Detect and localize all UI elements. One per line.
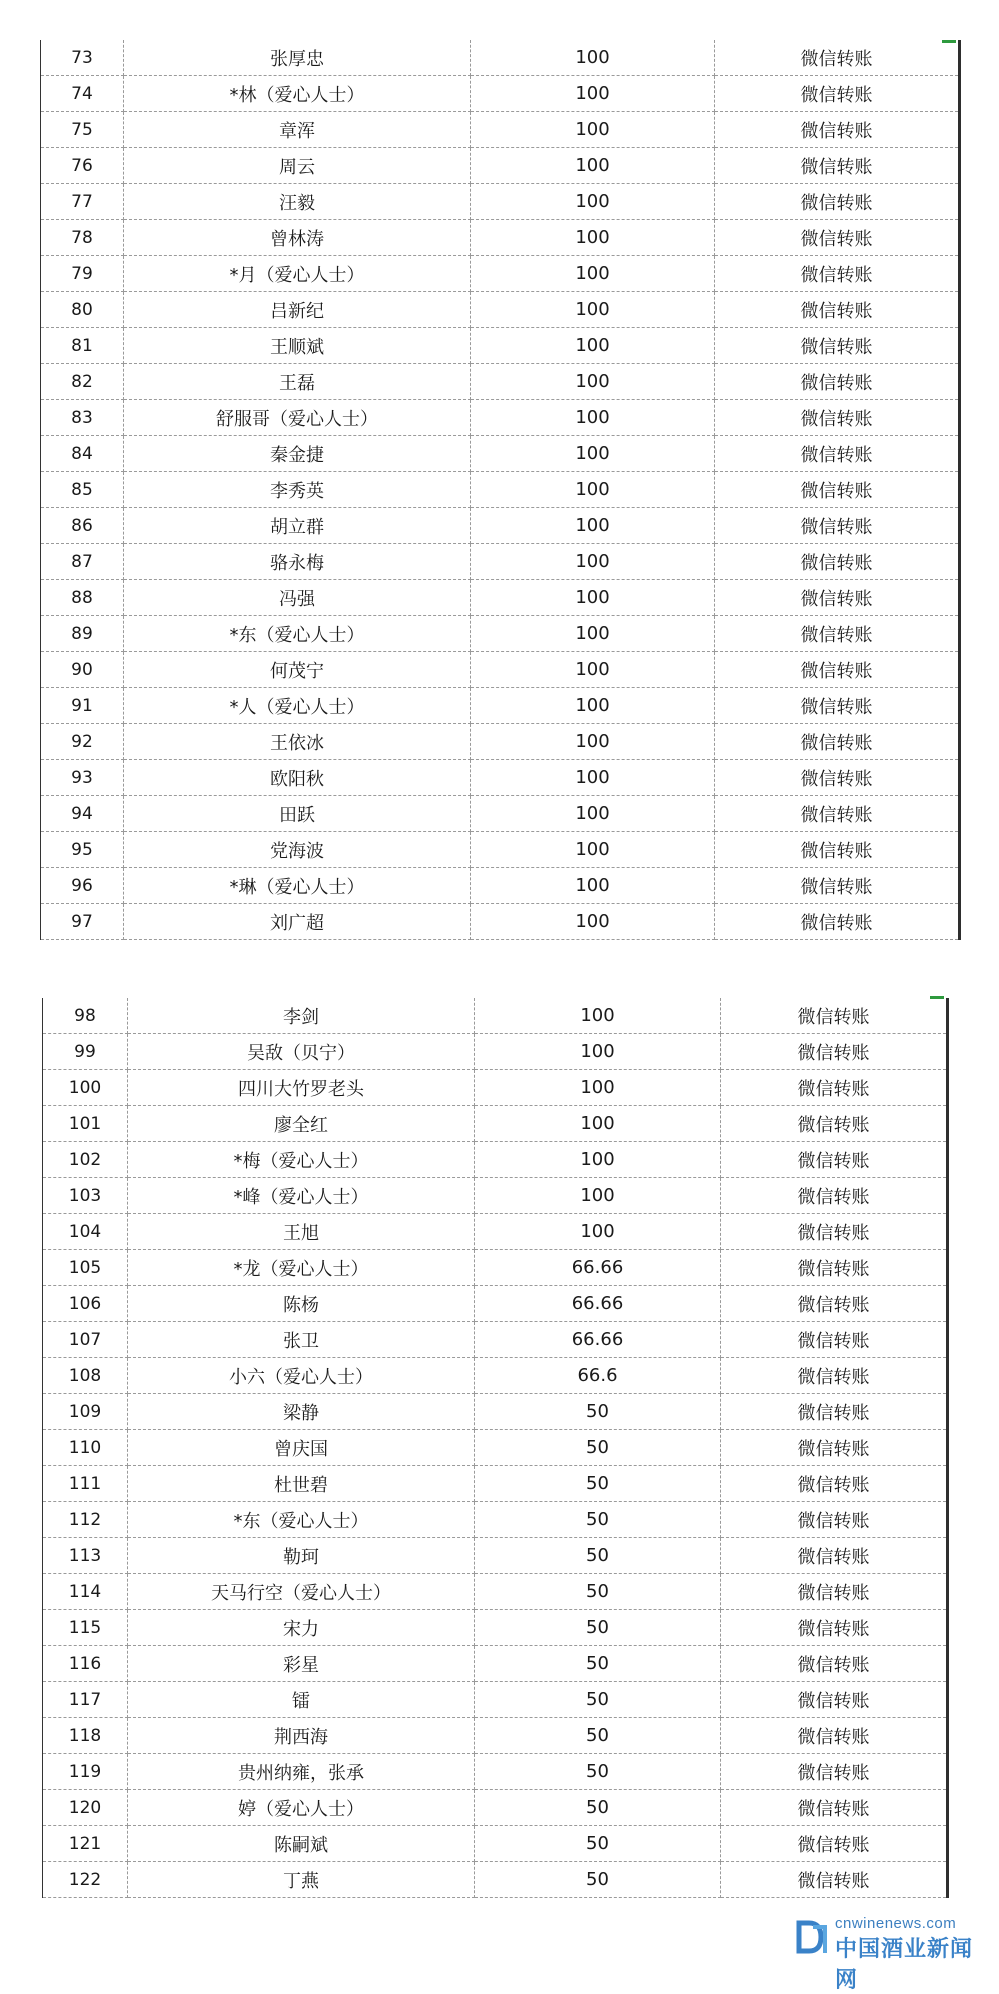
- amount-cell[interactable]: 100: [471, 508, 715, 544]
- payment-method-cell[interactable]: 微信转账: [721, 1610, 948, 1646]
- table-row[interactable]: [43, 1862, 948, 1898]
- amount-cell[interactable]: 50: [475, 1430, 721, 1466]
- amount-cell[interactable]: 100: [475, 998, 721, 1034]
- row-number-cell[interactable]: 80: [41, 292, 124, 328]
- watermark-site-name: 中国酒业新闻网: [835, 1937, 974, 1993]
- payment-method-cell[interactable]: 微信转账: [715, 724, 960, 760]
- donor-name-cell[interactable]: 王磊: [124, 364, 471, 400]
- donor-name-cell[interactable]: 章浑: [124, 112, 471, 148]
- donor-name-cell[interactable]: 陈杨: [128, 1286, 475, 1322]
- payment-method-cell[interactable]: 微信转账: [715, 508, 960, 544]
- amount-cell[interactable]: 50: [475, 1646, 721, 1682]
- donor-name-cell[interactable]: 勒珂: [128, 1538, 475, 1574]
- donor-name-cell[interactable]: 欧阳秋: [124, 760, 471, 796]
- table-row[interactable]: [43, 1682, 948, 1718]
- payment-method-cell[interactable]: 微信转账: [715, 184, 960, 220]
- amount-cell[interactable]: 100: [475, 1034, 721, 1070]
- donation-table-bottom-body: [43, 998, 948, 1898]
- donor-name-cell[interactable]: 何茂宁: [124, 652, 471, 688]
- row-number-cell[interactable]: 115: [43, 1610, 128, 1646]
- row-number-cell[interactable]: 99: [43, 1034, 128, 1070]
- row-number-cell[interactable]: 120: [43, 1790, 128, 1826]
- row-number-cell[interactable]: 107: [43, 1322, 128, 1358]
- amount-cell[interactable]: 100: [475, 1142, 721, 1178]
- amount-cell[interactable]: 100: [471, 328, 715, 364]
- table-row[interactable]: [41, 220, 960, 256]
- amount-cell[interactable]: 100: [471, 184, 715, 220]
- table-row[interactable]: [41, 292, 960, 328]
- payment-method-cell[interactable]: 微信转账: [721, 1214, 948, 1250]
- table-row[interactable]: [43, 998, 948, 1034]
- row-number-cell[interactable]: 75: [41, 112, 124, 148]
- amount-cell[interactable]: 100: [471, 220, 715, 256]
- amount-cell[interactable]: 100: [471, 724, 715, 760]
- donor-name-cell[interactable]: 王依冰: [124, 724, 471, 760]
- payment-method-cell[interactable]: 微信转账: [721, 1250, 948, 1286]
- donor-name-cell[interactable]: 杜世碧: [128, 1466, 475, 1502]
- table-row[interactable]: [41, 184, 960, 220]
- donation-table-bottom: [42, 998, 949, 1898]
- donor-name-cell[interactable]: 陈嗣斌: [128, 1826, 475, 1862]
- table-row[interactable]: [41, 148, 960, 184]
- row-number-cell[interactable]: 114: [43, 1574, 128, 1610]
- payment-method-cell[interactable]: 微信转账: [715, 760, 960, 796]
- row-number-cell[interactable]: 106: [43, 1286, 128, 1322]
- payment-method-cell[interactable]: 微信转账: [721, 1286, 948, 1322]
- table-row[interactable]: [43, 1250, 948, 1286]
- table-row[interactable]: [41, 868, 960, 904]
- table-row[interactable]: [41, 580, 960, 616]
- watermark: [795, 1915, 995, 1993]
- donor-name-cell[interactable]: 周云: [124, 148, 471, 184]
- payment-method-cell[interactable]: 微信转账: [721, 1826, 948, 1862]
- amount-cell[interactable]: 100: [471, 796, 715, 832]
- amount-cell[interactable]: 50: [475, 1394, 721, 1430]
- row-number-cell[interactable]: 90: [41, 652, 124, 688]
- amount-cell[interactable]: 66.66: [475, 1322, 721, 1358]
- donor-name-cell[interactable]: 汪毅: [124, 184, 471, 220]
- payment-method-cell[interactable]: 微信转账: [715, 904, 960, 940]
- table-row[interactable]: [41, 904, 960, 940]
- row-number-cell[interactable]: 109: [43, 1394, 128, 1430]
- row-number-cell[interactable]: 79: [41, 256, 124, 292]
- amount-cell[interactable]: 50: [475, 1502, 721, 1538]
- donor-name-cell[interactable]: 梁静: [128, 1394, 475, 1430]
- donor-name-cell[interactable]: 舒服哥（爱心人士）: [124, 400, 471, 436]
- donor-name-cell[interactable]: *梅（爱心人士）: [128, 1142, 475, 1178]
- table-row[interactable]: [43, 1646, 948, 1682]
- amount-cell[interactable]: 100: [471, 832, 715, 868]
- row-number-cell[interactable]: 102: [43, 1142, 128, 1178]
- row-number-cell[interactable]: 77: [41, 184, 124, 220]
- donor-name-cell[interactable]: 曾庆国: [128, 1430, 475, 1466]
- table-row[interactable]: [43, 1142, 948, 1178]
- row-number-cell[interactable]: 100: [43, 1070, 128, 1106]
- payment-method-cell[interactable]: 微信转账: [721, 1646, 948, 1682]
- amount-cell[interactable]: 50: [475, 1718, 721, 1754]
- donor-name-cell[interactable]: *月（爱心人士）: [124, 256, 471, 292]
- payment-method-cell[interactable]: 微信转账: [721, 1394, 948, 1430]
- donor-name-cell[interactable]: 彩星: [128, 1646, 475, 1682]
- payment-method-cell[interactable]: 微信转账: [715, 436, 960, 472]
- amount-cell[interactable]: 100: [471, 436, 715, 472]
- table-row[interactable]: [41, 796, 960, 832]
- payment-method-cell[interactable]: 微信转账: [715, 544, 960, 580]
- row-number-cell[interactable]: 88: [41, 580, 124, 616]
- table-row[interactable]: [43, 1538, 948, 1574]
- row-number-cell[interactable]: 83: [41, 400, 124, 436]
- row-number-cell[interactable]: 105: [43, 1250, 128, 1286]
- table-row[interactable]: [41, 688, 960, 724]
- payment-method-cell[interactable]: 微信转账: [721, 1754, 948, 1790]
- amount-cell[interactable]: 100: [471, 904, 715, 940]
- payment-method-cell[interactable]: 微信转账: [715, 256, 960, 292]
- table-row[interactable]: [43, 1286, 948, 1322]
- amount-cell[interactable]: 100: [471, 580, 715, 616]
- table-row[interactable]: [41, 724, 960, 760]
- amount-cell[interactable]: 100: [471, 148, 715, 184]
- payment-method-cell[interactable]: 微信转账: [721, 1106, 948, 1142]
- row-number-cell[interactable]: 112: [43, 1502, 128, 1538]
- amount-cell[interactable]: 100: [471, 76, 715, 112]
- amount-cell[interactable]: 50: [475, 1610, 721, 1646]
- donor-name-cell[interactable]: 秦金捷: [124, 436, 471, 472]
- table-row[interactable]: [41, 328, 960, 364]
- donor-name-cell[interactable]: *琳（爱心人士）: [124, 868, 471, 904]
- payment-method-cell[interactable]: 微信转账: [721, 998, 948, 1034]
- payment-method-cell[interactable]: 微信转账: [715, 652, 960, 688]
- table-row[interactable]: [43, 1754, 948, 1790]
- donor-name-cell[interactable]: 冯强: [124, 580, 471, 616]
- payment-method-cell[interactable]: 微信转账: [721, 1322, 948, 1358]
- donor-name-cell[interactable]: 廖全红: [128, 1106, 475, 1142]
- row-number-cell[interactable]: 84: [41, 436, 124, 472]
- table-row[interactable]: [41, 436, 960, 472]
- table-row[interactable]: [43, 1574, 948, 1610]
- row-number-cell[interactable]: 91: [41, 688, 124, 724]
- donor-name-cell[interactable]: 吕新纪: [124, 292, 471, 328]
- amount-cell[interactable]: 100: [475, 1178, 721, 1214]
- row-number-cell[interactable]: 73: [41, 40, 124, 76]
- donor-name-cell[interactable]: *龙（爱心人士）: [128, 1250, 475, 1286]
- payment-method-cell[interactable]: 微信转账: [715, 292, 960, 328]
- row-number-cell[interactable]: 93: [41, 760, 124, 796]
- row-number-cell[interactable]: 81: [41, 328, 124, 364]
- table-row[interactable]: [43, 1322, 948, 1358]
- table-row[interactable]: [41, 544, 960, 580]
- payment-method-cell[interactable]: 微信转账: [715, 616, 960, 652]
- table-row[interactable]: [43, 1034, 948, 1070]
- row-number-cell[interactable]: 95: [41, 832, 124, 868]
- donor-name-cell[interactable]: 党海波: [124, 832, 471, 868]
- amount-cell[interactable]: 100: [475, 1106, 721, 1142]
- payment-method-cell[interactable]: 微信转账: [715, 220, 960, 256]
- payment-method-cell[interactable]: 微信转账: [715, 400, 960, 436]
- donor-name-cell[interactable]: 骆永梅: [124, 544, 471, 580]
- donor-name-cell[interactable]: 丁燕: [128, 1862, 475, 1898]
- amount-cell[interactable]: 66.66: [475, 1250, 721, 1286]
- payment-method-cell[interactable]: 微信转账: [715, 40, 960, 76]
- donor-name-cell[interactable]: 宋力: [128, 1610, 475, 1646]
- amount-cell[interactable]: 50: [475, 1538, 721, 1574]
- row-number-cell[interactable]: 108: [43, 1358, 128, 1394]
- selection-handle-bottom[interactable]: [930, 996, 944, 999]
- table-row[interactable]: [43, 1394, 948, 1430]
- row-number-cell[interactable]: 103: [43, 1178, 128, 1214]
- donor-name-cell[interactable]: 荆西海: [128, 1718, 475, 1754]
- payment-method-cell[interactable]: 微信转账: [721, 1142, 948, 1178]
- row-number-cell[interactable]: 121: [43, 1826, 128, 1862]
- table-row[interactable]: [43, 1430, 948, 1466]
- row-number-cell[interactable]: 89: [41, 616, 124, 652]
- donor-name-cell[interactable]: 四川大竹罗老头: [128, 1070, 475, 1106]
- payment-method-cell[interactable]: 微信转账: [715, 472, 960, 508]
- donor-name-cell[interactable]: 婷（爱心人士）: [128, 1790, 475, 1826]
- payment-method-cell[interactable]: 微信转账: [721, 1358, 948, 1394]
- table-row[interactable]: [41, 760, 960, 796]
- table-row[interactable]: [41, 616, 960, 652]
- amount-cell[interactable]: 100: [471, 292, 715, 328]
- payment-method-cell[interactable]: 微信转账: [721, 1790, 948, 1826]
- table-row[interactable]: [43, 1610, 948, 1646]
- payment-method-cell[interactable]: 微信转账: [715, 76, 960, 112]
- amount-cell[interactable]: 100: [471, 544, 715, 580]
- payment-method-cell[interactable]: 微信转账: [721, 1574, 948, 1610]
- table-row[interactable]: [43, 1790, 948, 1826]
- table-row[interactable]: [41, 652, 960, 688]
- amount-cell[interactable]: 100: [471, 688, 715, 724]
- donor-name-cell[interactable]: 王顺斌: [124, 328, 471, 364]
- donor-name-cell[interactable]: *人（爱心人士）: [124, 688, 471, 724]
- amount-cell[interactable]: 66.66: [475, 1286, 721, 1322]
- amount-cell[interactable]: 100: [471, 472, 715, 508]
- table-row[interactable]: [41, 256, 960, 292]
- amount-cell[interactable]: 100: [471, 256, 715, 292]
- payment-method-cell[interactable]: 微信转账: [715, 832, 960, 868]
- donation-table-top-body: [41, 40, 960, 940]
- donor-name-cell[interactable]: 李剑: [128, 998, 475, 1034]
- row-number-cell[interactable]: 86: [41, 508, 124, 544]
- table-row[interactable]: [41, 400, 960, 436]
- table-row[interactable]: [43, 1502, 948, 1538]
- row-number-cell[interactable]: 113: [43, 1538, 128, 1574]
- payment-method-cell[interactable]: 微信转账: [715, 796, 960, 832]
- amount-cell[interactable]: 50: [475, 1862, 721, 1898]
- amount-cell[interactable]: 100: [471, 112, 715, 148]
- row-number-cell[interactable]: 118: [43, 1718, 128, 1754]
- row-number-cell[interactable]: 116: [43, 1646, 128, 1682]
- payment-method-cell[interactable]: 微信转账: [715, 328, 960, 364]
- row-number-cell[interactable]: 110: [43, 1430, 128, 1466]
- row-number-cell[interactable]: 76: [41, 148, 124, 184]
- donor-name-cell[interactable]: 张卫: [128, 1322, 475, 1358]
- donor-name-cell[interactable]: 胡立群: [124, 508, 471, 544]
- table-row[interactable]: [43, 1070, 948, 1106]
- amount-cell[interactable]: 100: [471, 40, 715, 76]
- amount-cell[interactable]: 66.6: [475, 1358, 721, 1394]
- payment-method-cell[interactable]: 微信转账: [715, 580, 960, 616]
- row-number-cell[interactable]: 98: [43, 998, 128, 1034]
- amount-cell[interactable]: 100: [471, 400, 715, 436]
- table-row[interactable]: [41, 40, 960, 76]
- table-row[interactable]: [41, 472, 960, 508]
- amount-cell[interactable]: 50: [475, 1754, 721, 1790]
- payment-method-cell[interactable]: 微信转账: [721, 1430, 948, 1466]
- payment-method-cell[interactable]: 微信转账: [715, 148, 960, 184]
- donation-table-top: [40, 40, 961, 940]
- amount-cell[interactable]: 100: [475, 1214, 721, 1250]
- row-number-cell[interactable]: 122: [43, 1862, 128, 1898]
- table-row[interactable]: [41, 76, 960, 112]
- amount-cell[interactable]: 100: [471, 652, 715, 688]
- table-row[interactable]: [41, 832, 960, 868]
- payment-method-cell[interactable]: 微信转账: [721, 1718, 948, 1754]
- row-number-cell[interactable]: 92: [41, 724, 124, 760]
- row-number-cell[interactable]: 74: [41, 76, 124, 112]
- table-row[interactable]: [43, 1106, 948, 1142]
- row-number-cell[interactable]: 117: [43, 1682, 128, 1718]
- payment-method-cell[interactable]: 微信转账: [721, 1502, 948, 1538]
- donor-name-cell[interactable]: *林（爱心人士）: [124, 76, 471, 112]
- payment-method-cell[interactable]: 微信转账: [721, 1070, 948, 1106]
- donor-name-cell[interactable]: 王旭: [128, 1214, 475, 1250]
- donor-name-cell[interactable]: 田跃: [124, 796, 471, 832]
- row-number-cell[interactable]: 78: [41, 220, 124, 256]
- row-number-cell[interactable]: 87: [41, 544, 124, 580]
- table-row[interactable]: [43, 1358, 948, 1394]
- donor-name-cell[interactable]: 刘广超: [124, 904, 471, 940]
- payment-method-cell[interactable]: 微信转账: [721, 1538, 948, 1574]
- row-number-cell[interactable]: 111: [43, 1466, 128, 1502]
- donor-name-cell[interactable]: 小六（爱心人士）: [128, 1358, 475, 1394]
- amount-cell[interactable]: 50: [475, 1574, 721, 1610]
- donor-name-cell[interactable]: 张厚忠: [124, 40, 471, 76]
- payment-method-cell[interactable]: 微信转账: [715, 364, 960, 400]
- amount-cell[interactable]: 50: [475, 1682, 721, 1718]
- cnwinenews-logo-icon: [795, 1917, 829, 1955]
- donor-name-cell[interactable]: 曾林涛: [124, 220, 471, 256]
- row-number-cell[interactable]: 101: [43, 1106, 128, 1142]
- selection-handle-top[interactable]: [942, 40, 956, 43]
- donor-name-cell[interactable]: 李秀英: [124, 472, 471, 508]
- donor-name-cell[interactable]: 吴敌（贝宁）: [128, 1034, 475, 1070]
- row-number-cell[interactable]: 94: [41, 796, 124, 832]
- payment-method-cell[interactable]: 微信转账: [715, 688, 960, 724]
- payment-method-cell[interactable]: 微信转账: [721, 1034, 948, 1070]
- row-number-cell[interactable]: 97: [41, 904, 124, 940]
- amount-cell[interactable]: 100: [471, 616, 715, 652]
- row-number-cell[interactable]: 119: [43, 1754, 128, 1790]
- amount-cell[interactable]: 50: [475, 1826, 721, 1862]
- row-number-cell[interactable]: 96: [41, 868, 124, 904]
- table-row[interactable]: [43, 1214, 948, 1250]
- amount-cell[interactable]: 100: [471, 760, 715, 796]
- amount-cell[interactable]: 50: [475, 1790, 721, 1826]
- amount-cell[interactable]: 50: [475, 1466, 721, 1502]
- table-row[interactable]: [41, 112, 960, 148]
- donor-name-cell[interactable]: *东（爱心人士）: [124, 616, 471, 652]
- table-row[interactable]: [43, 1178, 948, 1214]
- amount-cell[interactable]: 100: [471, 364, 715, 400]
- table-row[interactable]: [41, 508, 960, 544]
- payment-method-cell[interactable]: 微信转账: [721, 1178, 948, 1214]
- donor-name-cell[interactable]: *峰（爱心人士）: [128, 1178, 475, 1214]
- donor-name-cell[interactable]: 贵州纳雍，张承: [128, 1754, 475, 1790]
- payment-method-cell[interactable]: 微信转账: [715, 112, 960, 148]
- table-row[interactable]: [43, 1718, 948, 1754]
- table-row[interactable]: [41, 364, 960, 400]
- donor-name-cell[interactable]: 镭: [128, 1682, 475, 1718]
- table-row[interactable]: [43, 1466, 948, 1502]
- amount-cell[interactable]: 100: [471, 868, 715, 904]
- amount-cell[interactable]: 100: [475, 1070, 721, 1106]
- payment-method-cell[interactable]: 微信转账: [715, 868, 960, 904]
- donor-name-cell[interactable]: 天马行空（爱心人士）: [128, 1574, 475, 1610]
- payment-method-cell[interactable]: 微信转账: [721, 1682, 948, 1718]
- row-number-cell[interactable]: 104: [43, 1214, 128, 1250]
- table-row[interactable]: [43, 1826, 948, 1862]
- watermark-url: cnwinenews.com: [835, 1915, 957, 1932]
- row-number-cell[interactable]: 82: [41, 364, 124, 400]
- row-number-cell[interactable]: 85: [41, 472, 124, 508]
- donor-name-cell[interactable]: *东（爱心人士）: [128, 1502, 475, 1538]
- payment-method-cell[interactable]: 微信转账: [721, 1466, 948, 1502]
- payment-method-cell[interactable]: 微信转账: [721, 1862, 948, 1898]
